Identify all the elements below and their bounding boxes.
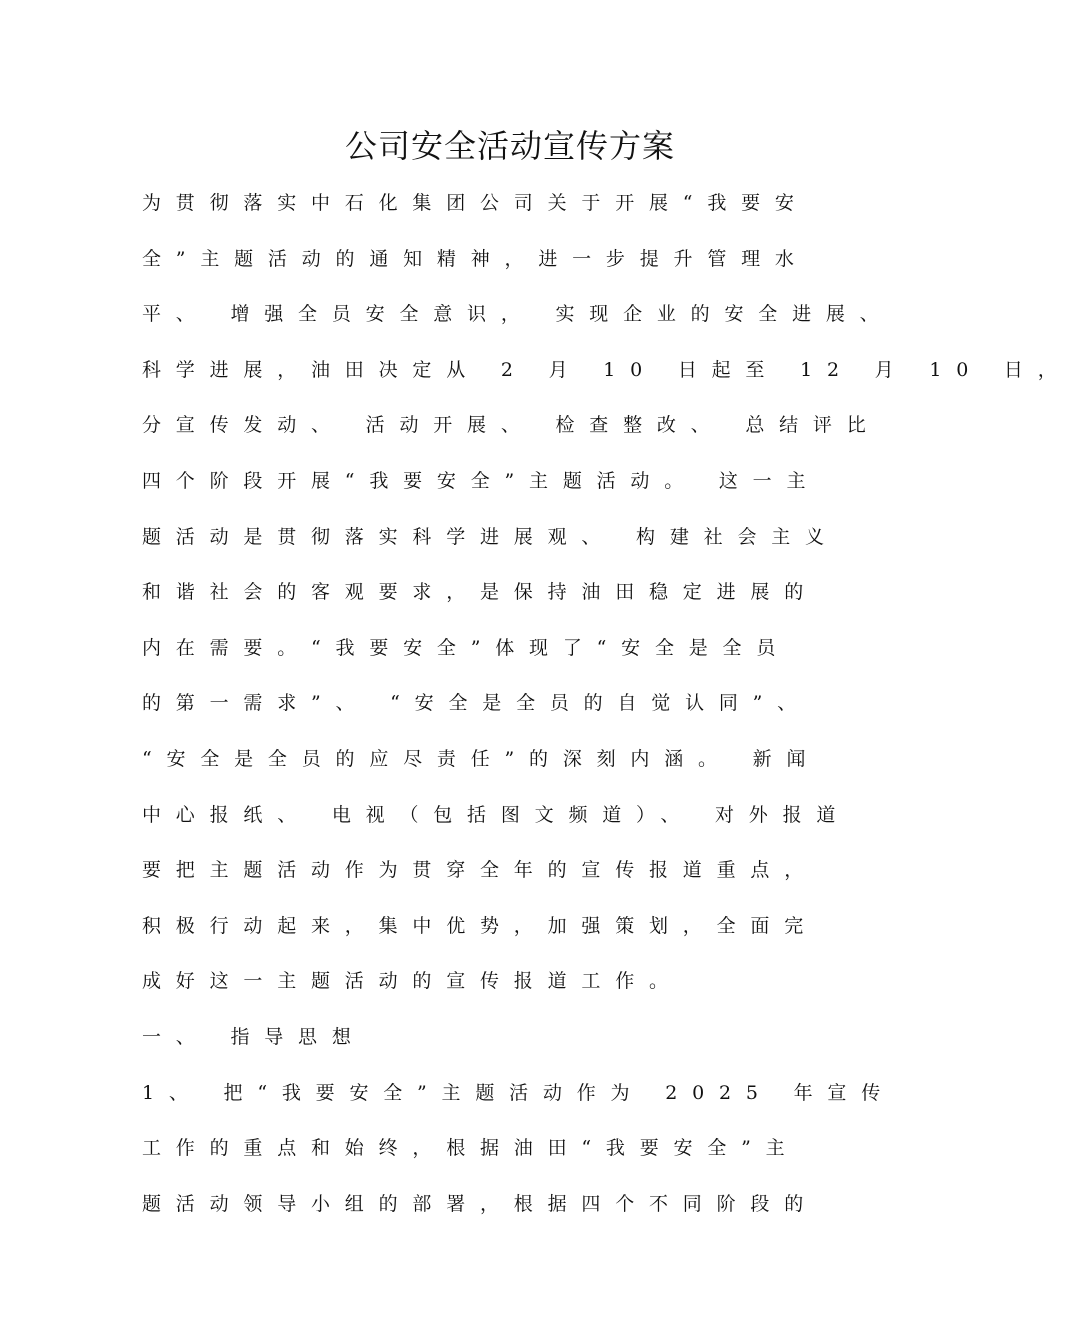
document-body — [142, 176, 1072, 1232]
text-line: 工作的重点和始终，根据油田“我要安全”主 — [142, 1137, 800, 1160]
text-line: 题活动领导小组的部署，根据四个不同阶段的 — [142, 1192, 819, 1215]
text-line: 和谐社会的客观要求，是保持油田稳定进展的 — [142, 581, 819, 604]
text-line: 科学进展，油田决定从 2 月 10 日起至 12 月 10 日， — [142, 358, 1072, 381]
text-line: 1、 把“我要安全”主题活动作为 2025 年宣传 — [142, 1081, 895, 1104]
text-line: 要把主题活动作为贯穿全年的宣传报道重点， — [142, 859, 819, 882]
text-line: 题活动是贯彻落实科学进展观、 构建社会主义 — [142, 525, 839, 548]
document-title: 公司安全活动宣传方案 — [344, 127, 675, 165]
text-line: 的第一需求”、 “安全是全员的自觉认同”、 — [142, 692, 811, 715]
text-line: “安全是全员的应尽责任”的深刻内涵。 新闻 — [142, 747, 821, 770]
text-line: 平、 增强全员安全意识， 实现企业的安全进展、 — [142, 303, 894, 326]
text-line: 全”主题活动的通知精神，进一步提升管理水 — [142, 247, 809, 270]
text-line: 成好这一主题活动的宣传报道工作。 — [142, 970, 683, 993]
text-line: 中心报纸、 电视（包括图文频道）、 对外报道 — [142, 803, 851, 826]
text-line: 分宣传发动、 活动开展、 检查整改、 总结评比 — [142, 414, 881, 437]
text-line: 内在需要。“我要安全”体现了“安全是全员 — [142, 636, 791, 659]
text-line: 积极行动起来，集中优势，加强策划，全面完 — [142, 914, 819, 937]
text-line: 四个阶段开展“我要安全”主题活动。 这一主 — [142, 469, 821, 492]
section-heading: 一、 指导思想 — [142, 1025, 366, 1048]
text-line: 为贯彻落实中石化集团公司关于开展“我要安 — [142, 192, 809, 214]
